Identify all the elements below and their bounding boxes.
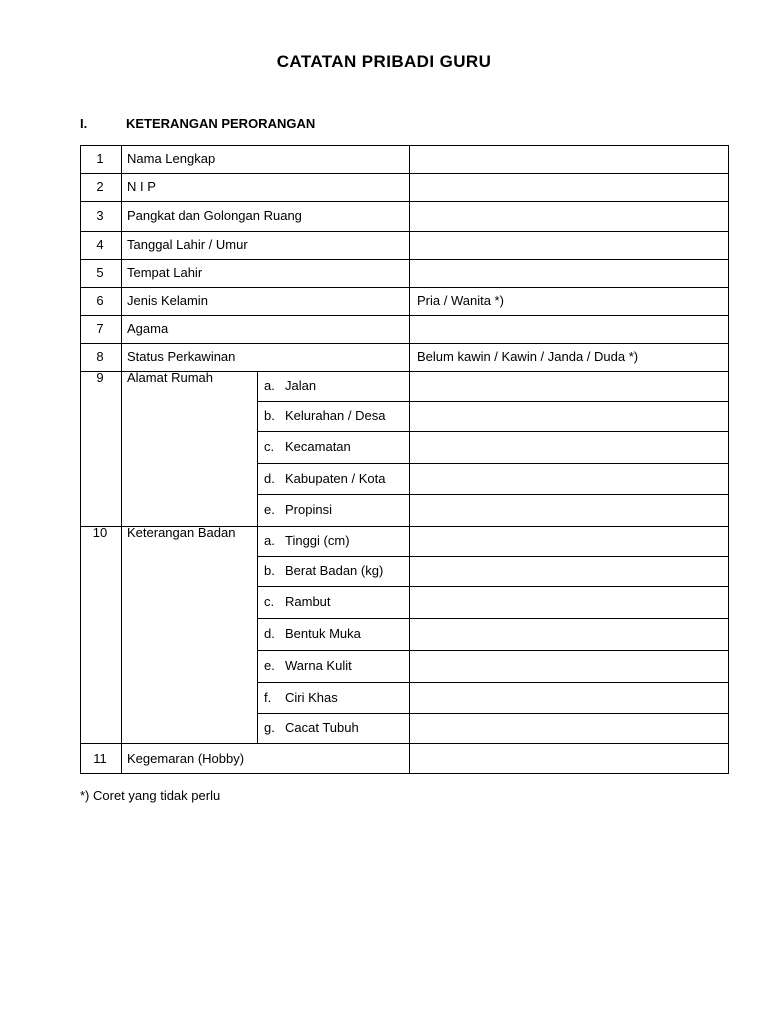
footnote: *) Coret yang tidak perlu: [80, 788, 221, 803]
row-number: 11: [93, 751, 107, 766]
sub-item-label: Jalan: [285, 378, 317, 393]
sub-item-letter: e.: [264, 658, 275, 673]
badan-value-field[interactable]: [410, 556, 728, 586]
badan-value-field[interactable]: [410, 526, 728, 556]
divider-number-label: [121, 145, 122, 774]
row-label: Nama Lengkap: [127, 151, 216, 166]
row-label: Agama: [127, 321, 169, 336]
sub-item-label: Tinggi (cm): [285, 533, 350, 548]
row-label: Pangkat dan Golongan Ruang: [127, 208, 302, 223]
sub-item-letter: g.: [264, 720, 275, 735]
hobby-value-field[interactable]: [410, 743, 728, 774]
row-label: Kegemaran (Hobby): [127, 751, 245, 766]
sub-item-label: Propinsi: [285, 502, 332, 517]
badan-value-field[interactable]: [410, 586, 728, 618]
table-border-right: [728, 145, 729, 774]
row-number: 8: [96, 349, 104, 364]
row-number: 6: [96, 293, 104, 308]
row-value-field[interactable]: [410, 231, 728, 259]
sub-item-letter: a.: [264, 378, 275, 393]
row-number: 9: [96, 370, 104, 385]
sub-item-letter: b.: [264, 408, 275, 423]
row-value-field[interactable]: [410, 259, 728, 287]
section-number: I.: [80, 116, 88, 131]
alamat-value-field[interactable]: [410, 431, 728, 463]
row-value-field[interactable]: [410, 145, 728, 173]
page-title: CATATAN PRIBADI GURU: [276, 52, 492, 71]
sub-item-label: Kelurahan / Desa: [285, 408, 386, 423]
sub-item-label: Cacat Tubuh: [285, 720, 359, 735]
sub-item-letter: f.: [264, 690, 272, 705]
row-label: Tanggal Lahir / Umur: [127, 237, 248, 252]
row-label: Status Perkawinan: [127, 349, 236, 364]
row-label: Tempat Lahir: [127, 265, 203, 280]
sub-item-label: Warna Kulit: [285, 658, 352, 673]
row-value-field[interactable]: [410, 201, 728, 231]
row-label: Jenis Kelamin: [127, 293, 208, 308]
sub-item-label: Kabupaten / Kota: [285, 471, 386, 486]
row-value-field-text: Pria / Wanita *): [417, 293, 504, 308]
row-value-field-text: Belum kawin / Kawin / Janda / Duda *): [417, 349, 639, 364]
sub-item-letter: a.: [264, 533, 275, 548]
section-title: KETERANGAN PERORANGAN: [126, 116, 316, 131]
sub-item-label: Berat Badan (kg): [285, 563, 384, 578]
sub-item-label: Bentuk Muka: [285, 626, 361, 641]
sub-item-label: Kecamatan: [285, 439, 351, 454]
row-number: 2: [96, 179, 104, 194]
sub-item-letter: b.: [264, 563, 275, 578]
alamat-value-field[interactable]: [410, 463, 728, 494]
personal-info-table: [80, 145, 729, 774]
row-value-field[interactable]: [410, 315, 728, 343]
row-number: 5: [96, 265, 104, 280]
sub-item-label: Ciri Khas: [285, 690, 338, 705]
badan-value-field[interactable]: [410, 618, 728, 650]
badan-value-field[interactable]: [410, 713, 728, 743]
row-number: 4: [96, 237, 104, 252]
alamat-value-field[interactable]: [410, 401, 728, 431]
sub-item-letter: c.: [264, 439, 275, 454]
row-number: 7: [96, 321, 104, 336]
badan-value-field[interactable]: [410, 650, 728, 682]
row-label: N I P: [127, 179, 156, 194]
alamat-value-field[interactable]: [410, 371, 728, 401]
row-label: Alamat Rumah: [127, 370, 213, 385]
row-value-field[interactable]: [410, 173, 728, 201]
sub-item-letter: e.: [264, 502, 275, 517]
sub-item-letter: d.: [264, 471, 275, 486]
row-number: 10: [92, 525, 108, 540]
sub-item-letter: c.: [264, 594, 275, 609]
divider-sub-label: [257, 371, 258, 743]
sub-item-label: Rambut: [285, 594, 331, 609]
alamat-value-field[interactable]: [410, 494, 728, 526]
row-number: 3: [96, 208, 104, 223]
badan-value-field[interactable]: [410, 682, 728, 713]
row-label: Keterangan Badan: [127, 525, 236, 540]
sub-item-letter: d.: [264, 626, 275, 641]
row-number: 1: [96, 151, 104, 166]
